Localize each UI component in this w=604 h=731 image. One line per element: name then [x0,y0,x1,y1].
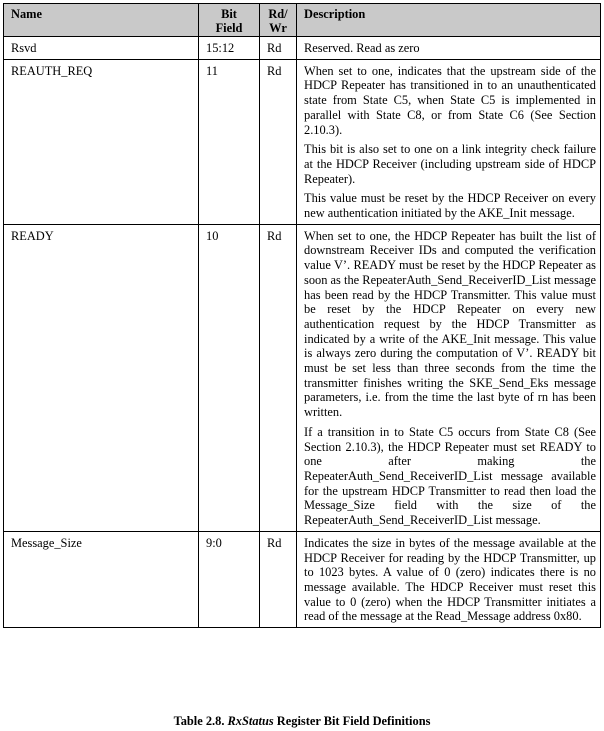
header-row [4,4,601,37]
table-row [4,59,601,224]
row-desc-message-size [297,531,601,627]
row-name-message-size: Message_Size [4,531,199,627]
row-access-rsvd: Rd [260,37,297,60]
desc-paragraph: Indicates the size in bytes of the message available at the HDCP Receiver for reading by the HDCP Transmitter, up to 1023 bytes. A value of 0 (zero) indicates there is no message available. The HDCP Receiver must reset this value to 0 (zero) when the HDCP Transmitter initiates a read of the message at the Read_Message address 0x80. [304,535,596,624]
header-description: Description [297,4,601,37]
row-access-reauth-req: Rd [260,59,297,224]
row-name-reauth-req: REAUTH_REQ [4,59,199,224]
row-name-ready: READY [4,224,199,531]
header-rd-wr-line1: Rd/ [268,7,288,21]
table-row [4,37,601,60]
desc-paragraph: This value must be reset by the HDCP Receiver on every new authentication initiated by the AKE_Init message. [304,191,596,221]
header-rd-wr [260,4,297,37]
table-caption [0,714,604,729]
header-bit-field-line2: Field [215,21,243,35]
row-bits-reauth-req: 11 [199,59,260,224]
caption-suffix: Register Bit Field Definitions [276,714,431,728]
row-bits-message-size: 9:0 [199,531,260,627]
desc-paragraph: Reserved. Read as zero [304,41,420,55]
header-rd-wr-line2: Wr [269,21,287,35]
row-desc-ready [297,224,601,531]
row-bits-rsvd: 15:12 [199,37,260,60]
row-bits-ready: 10 [199,224,260,531]
desc-paragraph: When set to one, the HDCP Repeater has built the list of downstream Receiver IDs and computed the verification value V’. READY must be reset by the HDCP Repeater as soon as the RepeaterAuth_Send_ReceiverID_List message has been read by the HDCP Transmitter. This value must be reset by the HDCP Repeater on every new authentication request by the HDCP Transmitter as indicated by a write of the AKE_Init message. This value is always zero during the computation of V’. READY bit must be set less than three seconds from the time the transmitter finishes writing the SKE_Send_Eks message parameters, i.e. from the time the last byte of rn has been written. [304,228,596,420]
row-desc-reauth-req [297,59,601,224]
desc-paragraph: This bit is also set to one on a link integrity check failure at the HDCP Receiver (including upstream side of HDCP Repeater). [304,142,596,186]
row-access-ready: Rd [260,224,297,531]
row-desc-rsvd [297,37,601,60]
header-name: Name [4,4,199,37]
desc-paragraph: When set to one, indicates that the upstream side of the HDCP Repeater has transitioned in to an unauthenticated state from State C5, when State C5 is implemented in parallel with State C8, or from State C6 (See Section 2.10.3). [304,63,596,137]
row-name-rsvd: Rsvd [4,37,199,60]
row-access-message-size: Rd [260,531,297,627]
desc-paragraph: If a transition in to State C5 occurs from State C8 (See Section 2.10.3), the HDCP Repeater must set READY to one after making the RepeaterAuth_Send_ReceiverID_List message available for the upstream HDCP Transmitter to read then load the Message_Size field with the size of the RepeaterAuth_Send_ReceiverID_List message. [304,424,596,528]
table-row [4,224,601,531]
table-row [4,531,601,627]
register-bit-field-table [3,3,601,628]
caption-prefix: Table 2.8. [173,714,225,728]
caption-register: RxStatus [227,714,274,728]
header-bit-field [199,4,260,37]
header-bit-field-line1: Bit [221,7,237,21]
